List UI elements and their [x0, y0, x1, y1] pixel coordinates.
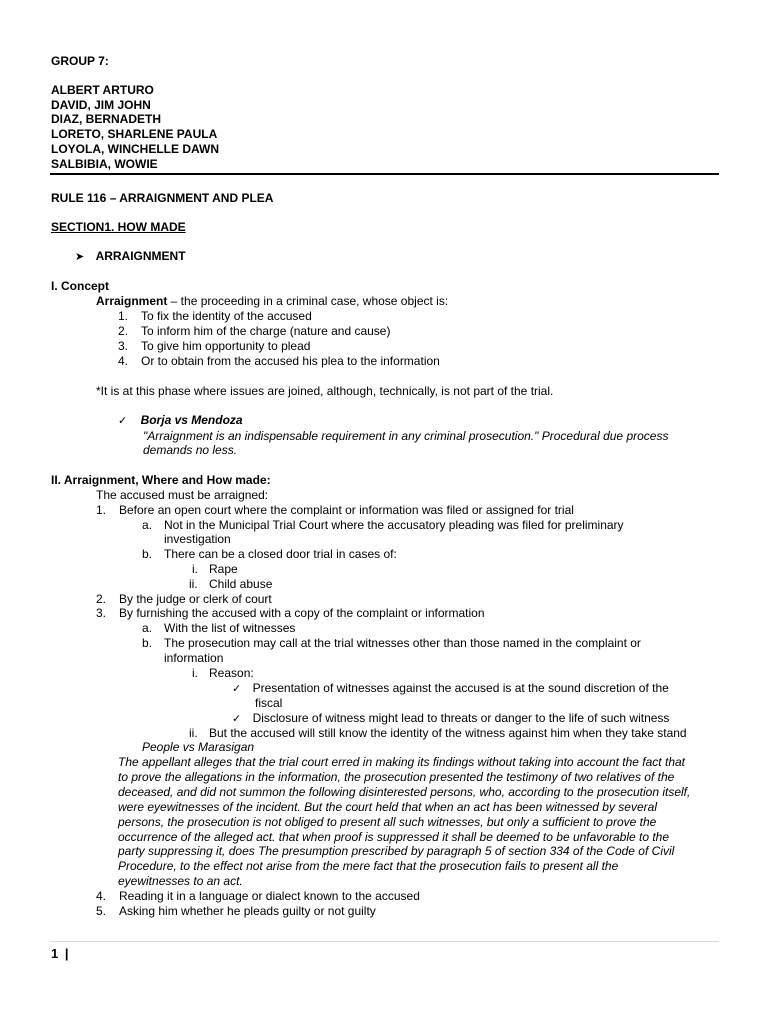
case2-text-line: to prove the allegations in the information, the prosecution presented the testimony of two relatives of the: [118, 770, 675, 784]
case-quote-line: "Arraignment is an indispensable requirement in any criminal prosecution." Procedural due process: [143, 429, 669, 443]
member-name: DIAZ, BERNADETH: [51, 112, 161, 126]
rule-title: RULE 116 – ARRAIGNMENT AND PLEA: [51, 191, 274, 205]
footer-divider: [50, 941, 719, 942]
list-item: 3. By furnishing the accused with a copy of the complaint or information: [96, 606, 485, 620]
concept-definition: [96, 294, 448, 308]
member-name: SALBIBIA, WOWIE: [51, 157, 158, 171]
case-heading: [118, 413, 243, 428]
list-item: a. Not in the Municipal Trial Court where the accusatory pleading was filed for preliminary: [142, 518, 624, 532]
list-item: 2. To inform him of the charge (nature and cause): [118, 324, 391, 338]
list-item: i. Rape: [192, 562, 238, 576]
list-item: 2. By the judge or clerk of court: [96, 592, 272, 606]
member-name: DAVID, JIM JOHN: [51, 98, 151, 112]
checkmark-icon: ✓: [118, 414, 128, 427]
case2-text-line: Procedure, to the effect not arise from the mere fact that the prosecution fails to present all the: [118, 859, 619, 873]
list-item: b. The prosecution may call at the trial witnesses other than those named in the complaint or: [142, 636, 641, 650]
checkmark-icon: ✓: [232, 682, 242, 695]
case2-text-line: party suppressing it, does The presumption prescribed by paragraph 5 of section 334 of the Code of Civil: [118, 844, 675, 858]
concept-note: *It is at this phase where issues are joined, although, technically, is not part of the trial.: [96, 384, 554, 398]
arraignment-heading-text: ARRAIGNMENT: [95, 249, 186, 263]
reason-item: ✓ Disclosure of witness might lead to threats or danger to the life of such witness: [232, 711, 670, 725]
member-name: LORETO, SHARLENE PAULA: [51, 127, 218, 141]
list-item: 4. Or to obtain from the accused his plea to the information: [118, 354, 440, 368]
concept-definition-text: – the proceeding in a criminal case, whose object is:: [167, 294, 449, 308]
list-item: a. With the list of witnesses: [142, 621, 296, 635]
case2-title: People vs Marasigan: [142, 740, 255, 754]
list-item-continuation: investigation: [164, 532, 231, 546]
group-label: GROUP 7:: [51, 54, 109, 68]
concept-term: Arraignment: [96, 294, 168, 308]
member-name: LOYOLA, WINCHELLE DAWN: [51, 142, 219, 156]
footer-separator: |: [64, 946, 69, 961]
reason-item: ✓ Presentation of witnesses against the accused is at the sound discretion of the: [232, 681, 669, 695]
concept-heading: I. Concept: [51, 279, 110, 293]
case-quote-line: demands no less.: [143, 443, 238, 457]
case2-text-line: were eyewitnesses of the incident. But the court held that when an act has been witnessed by several: [118, 800, 657, 814]
checkmark-icon: ✓: [232, 712, 242, 725]
page-number: 1: [51, 946, 59, 961]
list-item: 3. To give him opportunity to plead: [118, 339, 311, 353]
list-item: b. There can be a closed door trial in cases of:: [142, 547, 397, 561]
arraignment-heading: [75, 249, 186, 264]
list-item: 4. Reading it in a language or dialect known to the accused: [96, 889, 420, 903]
list-item: 5. Asking him whether he pleads guilty or not guilty: [96, 904, 376, 918]
member-name: ALBERT ARTURO: [51, 83, 154, 97]
reason-continuation: fiscal: [255, 696, 283, 710]
list-item: ii. Child abuse: [189, 577, 273, 591]
case2-text-line: eyewitnesses to an act.: [118, 874, 243, 888]
section2-intro: The accused must be arraigned:: [96, 488, 269, 502]
case2-text-line: persons, the prosecution is not obliged to present all such witnesses, but only a sufficient to prove the: [118, 815, 657, 829]
header-divider: [50, 173, 719, 175]
case2-text-line: deceased, and did not summon the following disinterested persons, who, according to the prosecution itself,: [118, 785, 691, 799]
page-footer: [51, 946, 69, 961]
list-item-continuation: information: [164, 651, 224, 665]
list-item: 1. Before an open court where the complaint or information was filed or assigned for trial: [96, 503, 574, 517]
list-item: i. Reason:: [192, 666, 254, 680]
list-item: ii. But the accused will still know the identity of the witness against him when they take stand: [189, 726, 687, 740]
list-item: 1. To fix the identity of the accused: [118, 309, 312, 323]
section-title: SECTION1. HOW MADE: [51, 220, 186, 234]
section2-heading: II. Arraignment, Where and How made:: [51, 473, 271, 487]
case-title: Borja vs Mendoza: [140, 413, 243, 427]
case2-text-line: The appellant alleges that the trial court erred in making its findings without taking into account the fact that: [118, 755, 685, 769]
arrow-bullet-icon: ➤: [75, 250, 85, 263]
case2-text-line: occurrence of the alleged act. that when proof is suppressed it shall be deemed to be unfavorable to the: [118, 830, 670, 844]
